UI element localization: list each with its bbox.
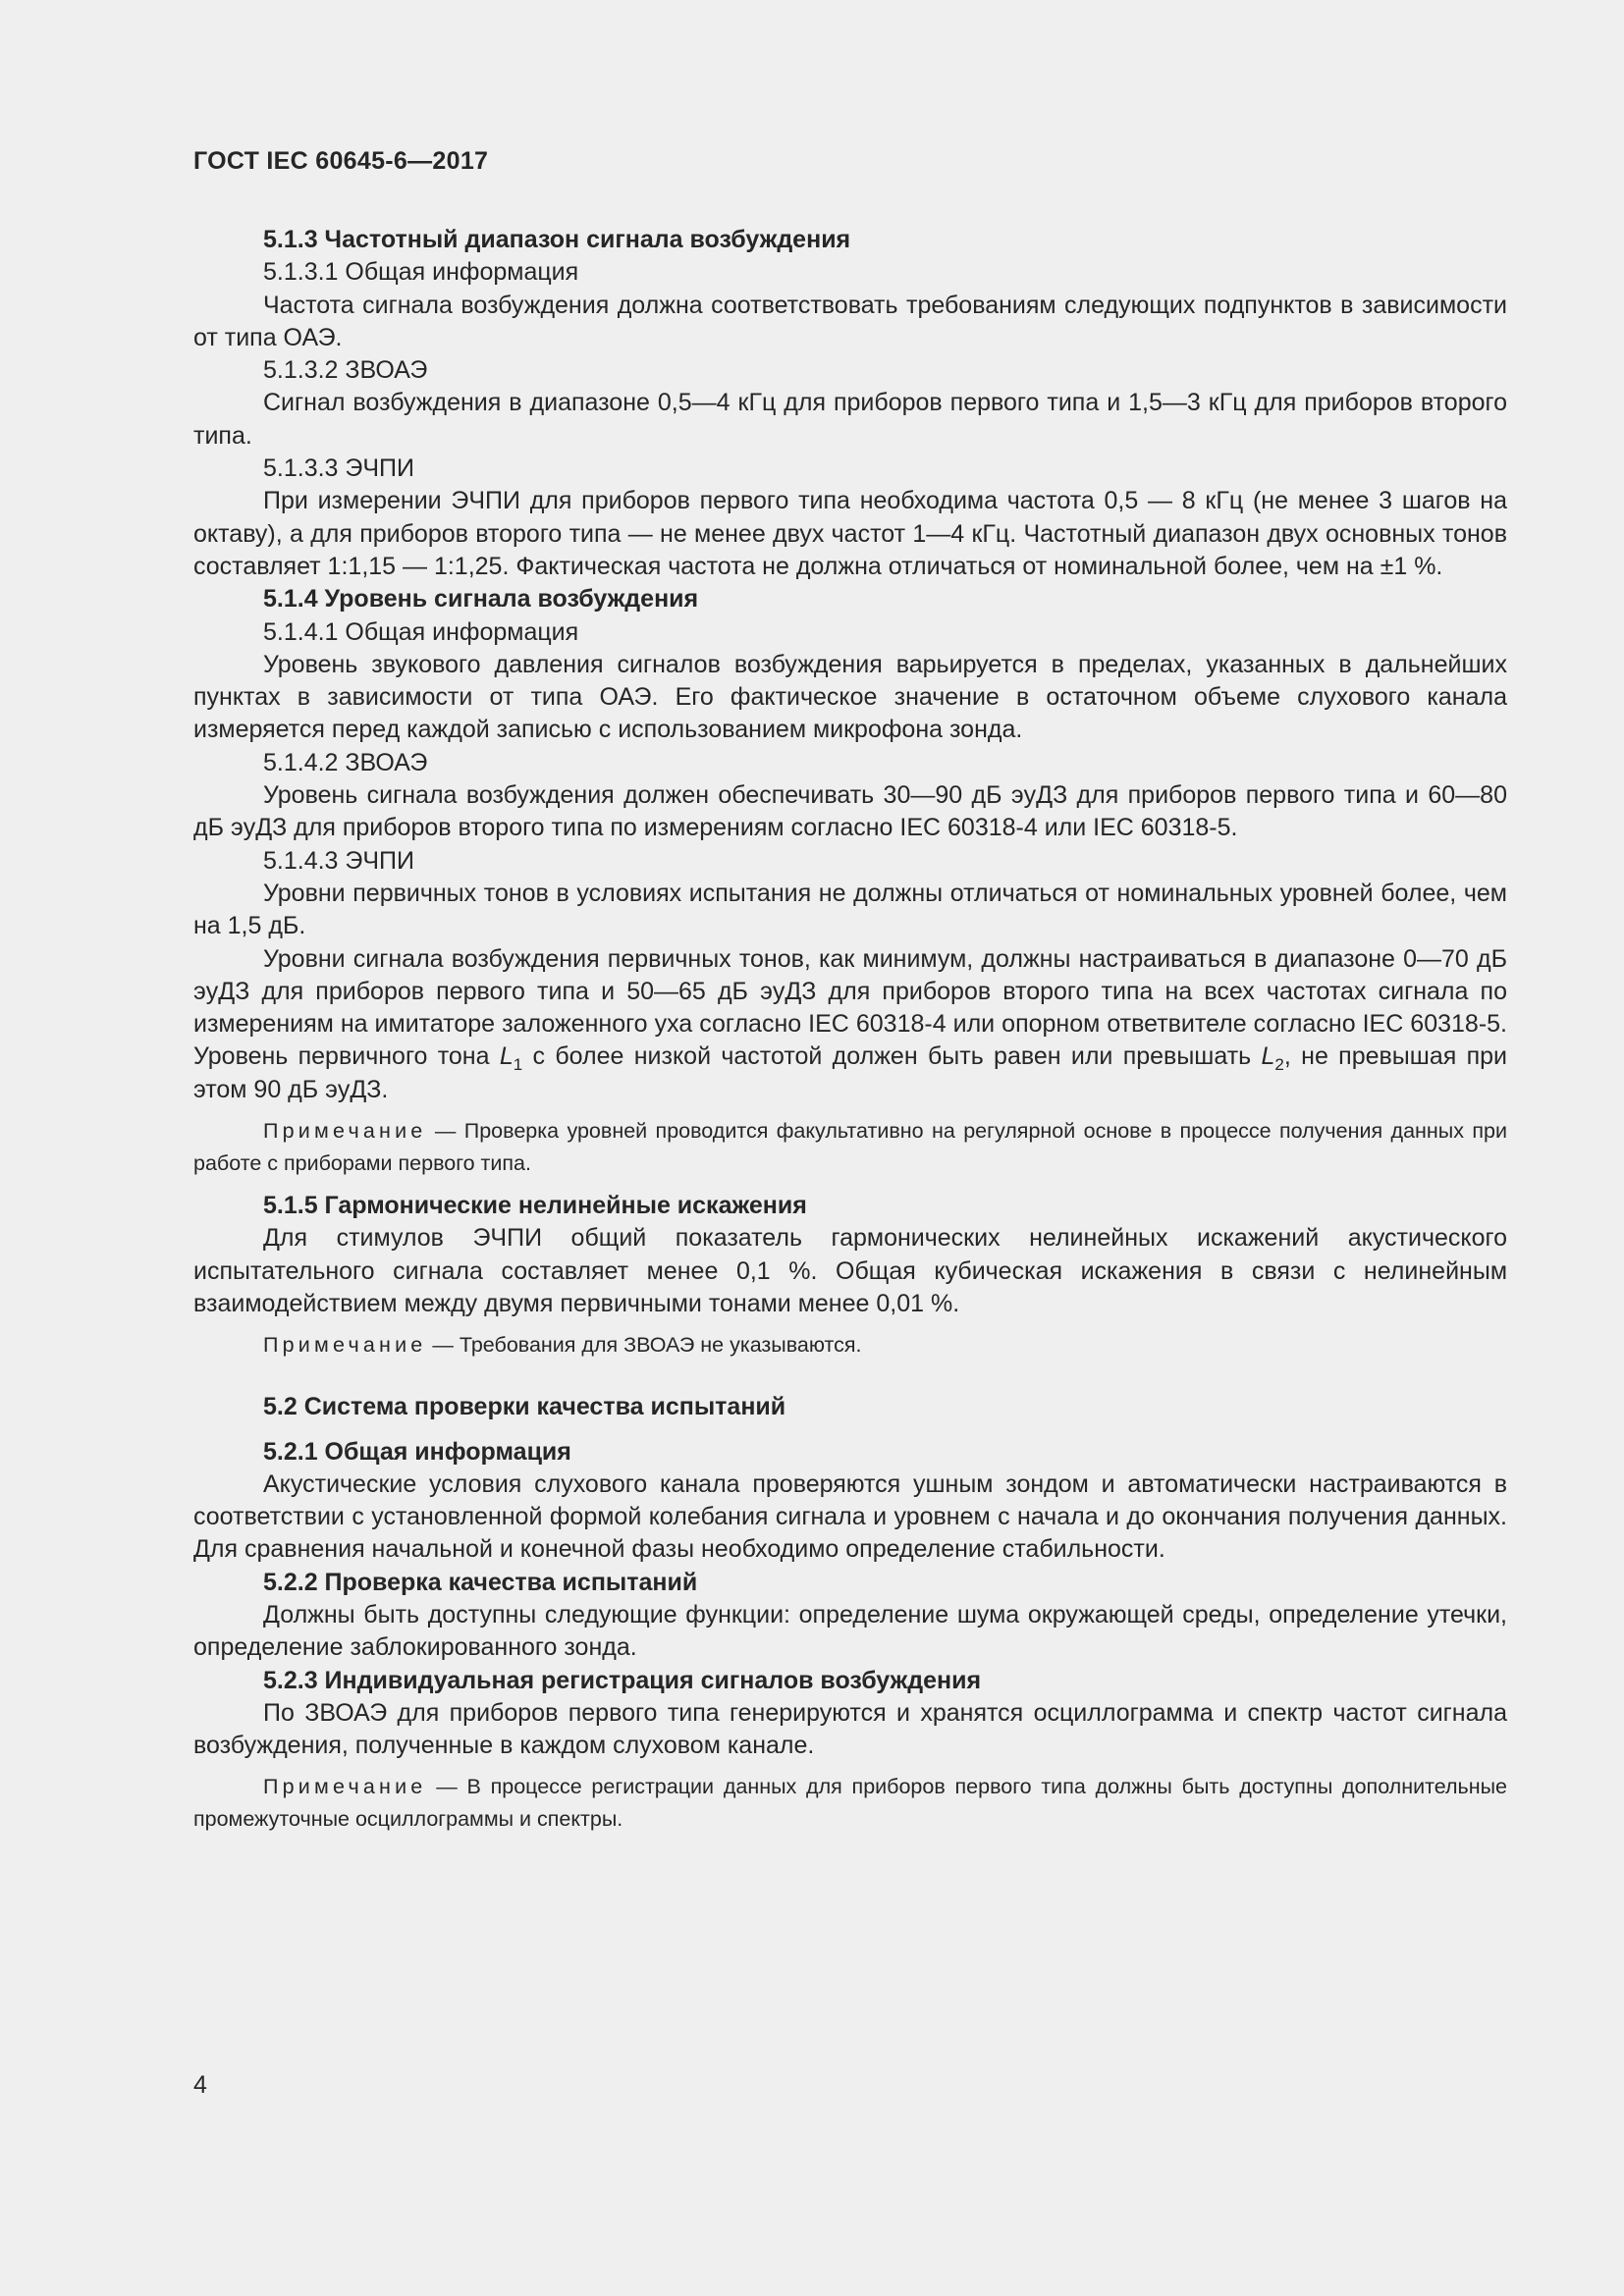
paragraph-5-1-5: Для стимулов ЭЧПИ общий показатель гармонических нелинейных искажений акустического испытательного сигнала составляет менее 0,1 %. Общая кубическая искажения в связи с нелинейным взаимодействием между двумя первичными тонами менее 0,01 %. <box>193 1224 1507 1317</box>
section-heading-5-1-5: 5.1.5 Гармонические нелинейные искажения <box>263 1192 807 1220</box>
subsection-title-5-1-3-2: 5.1.3.2 ЗВОАЭ <box>263 356 428 385</box>
subsection-title-5-1-3-3: 5.1.3.3 ЭЧПИ <box>263 454 414 483</box>
text-run: , не превышая при этом 90 дБ эуДЗ. <box>193 1042 1507 1103</box>
paragraph-5-1-4-3-a: Уровни первичных тонов в условиях испытания не должны отличаться от номинальных уровней более, чем на 1,5 дБ. <box>193 879 1507 940</box>
note-5-2-3 <box>193 1771 1507 1836</box>
symbol-l1: L <box>499 1042 514 1071</box>
subsection-title-5-1-4-3: 5.1.4.3 ЭЧПИ <box>263 846 414 875</box>
note-text: — В процессе регистрации данных для приборов первого типа должны быть доступны дополнительные промежуточные осциллограммы и спектры. <box>193 1775 1507 1832</box>
section-heading-5-1-3: 5.1.3 Частотный диапазон сигнала возбуждения <box>263 226 851 253</box>
note-label: Примечание <box>263 1333 427 1358</box>
paragraph-5-1-3-3: При измерении ЭЧПИ для приборов первого типа необходима частота 0,5 — 8 кГц (не менее 3 шагов на октаву), а для приборов второго типа — не менее двух частот 1—4 кГц. Частотный диапазон двух основных тонов составляет 1:1,15 — 1:1,25. Фактическая частота не должна отличаться от номинальной более, чем на ±1 %. <box>193 487 1507 580</box>
subsection-title-5-1-4-2: 5.1.4.2 ЗВОАЭ <box>263 748 428 776</box>
section-heading-5-2-1: 5.2.1 Общая информация <box>263 1437 571 1466</box>
paragraph-5-2-3: По ЗВОАЭ для приборов первого типа генерируются и хранятся осциллограмма и спектр частот сигнала возбуждения, полученные в каждом слуховом канале. <box>193 1698 1507 1760</box>
note-label: Примечание <box>263 1775 427 1799</box>
page-number: 4 <box>193 2071 207 2099</box>
note-label: Примечание <box>263 1119 427 1144</box>
document-code: ГОСТ IEC 60645-6—2017 <box>193 147 489 175</box>
paragraph-5-1-4-2: Уровень сигнала возбуждения должен обеспечивать 30—90 дБ эуДЗ для приборов первого типа и 60—80 дБ эуДЗ для приборов второго типа по измерениям согласно IEC 60318-4 или IEC 60318-5. <box>193 781 1507 842</box>
note-5-1-5 <box>193 1329 1507 1362</box>
note-text: — Требования для ЗВОАЭ не указываются. <box>426 1333 862 1358</box>
section-heading-5-2-2: 5.2.2 Проверка качества испытаний <box>263 1568 698 1596</box>
section-heading-5-2: 5.2 Система проверки качества испытаний <box>263 1393 786 1421</box>
paragraph-5-2-1: Акустические условия слухового канала проверяются ушным зондом и автоматически настраиваются в соответствии с установленной формой колебания сигнала и уровнем с начала и до окончания получения данных. Для сравнения начальной и конечной фазы необходимо определение стабильности. <box>193 1469 1507 1564</box>
paragraph-5-1-3-2: Сигнал возбуждения в диапазоне 0,5—4 кГц для приборов первого типа и 1,5—3 кГц для приборов второго типа. <box>193 389 1507 450</box>
note-5-1-4 <box>193 1115 1507 1180</box>
subsection-title-5-1-4-1: 5.1.4.1 Общая информация <box>263 617 579 646</box>
section-heading-5-1-4: 5.1.4 Уровень сигнала возбуждения <box>263 585 699 614</box>
note-text: — Проверка уровней проводится факультативно на регулярной основе в процессе получения данных при работе с приборами первого типа. <box>193 1119 1507 1176</box>
subscript-1: 1 <box>513 1055 523 1075</box>
symbol-l2: L <box>1261 1042 1275 1071</box>
paragraph-5-1-4-1: Уровень звукового давления сигналов возбуждения варьируется в пределах, указанных в дальнейших пунктах в зависимости от типа ОАЭ. Его фактическое значение в остаточном объеме слухового канала измеряется перед каждой записью с использованием микрофона зонда. <box>193 650 1507 744</box>
text-run: Уровни сигнала возбуждения первичных тонов, как минимум, должны настраиваться в диапазоне 0—70 дБ эуДЗ для приборов первого типа и 50—65 дБ эуДЗ для приборов второго типа на всех частотах сигнала по измерениям на имитаторе заложенного уха согласно IEC 60318-4 или опорном ответвителе согласно IEC 60318-5. Уровень первичного тона <box>193 944 1507 1071</box>
document-body <box>193 224 1507 1843</box>
text-run: с более низкой частотой должен быть равен или превышать <box>522 1042 1262 1071</box>
paragraph-5-1-3-1: Частота сигнала возбуждения должна соответствовать требованиям следующих подпунктов в зависимости от типа ОАЭ. <box>193 291 1507 351</box>
section-heading-5-2-3: 5.2.3 Индивидуальная регистрация сигналов возбуждения <box>263 1666 982 1694</box>
paragraph-5-1-4-3-b <box>193 943 1507 1106</box>
subscript-2: 2 <box>1274 1055 1284 1075</box>
subsection-title-5-1-3-1: 5.1.3.1 Общая информация <box>263 258 579 287</box>
paragraph-5-2-2: Должны быть доступны следующие функции: определение шума окружающей среды, определение утечки, определение заблокированного зонда. <box>193 1600 1507 1662</box>
